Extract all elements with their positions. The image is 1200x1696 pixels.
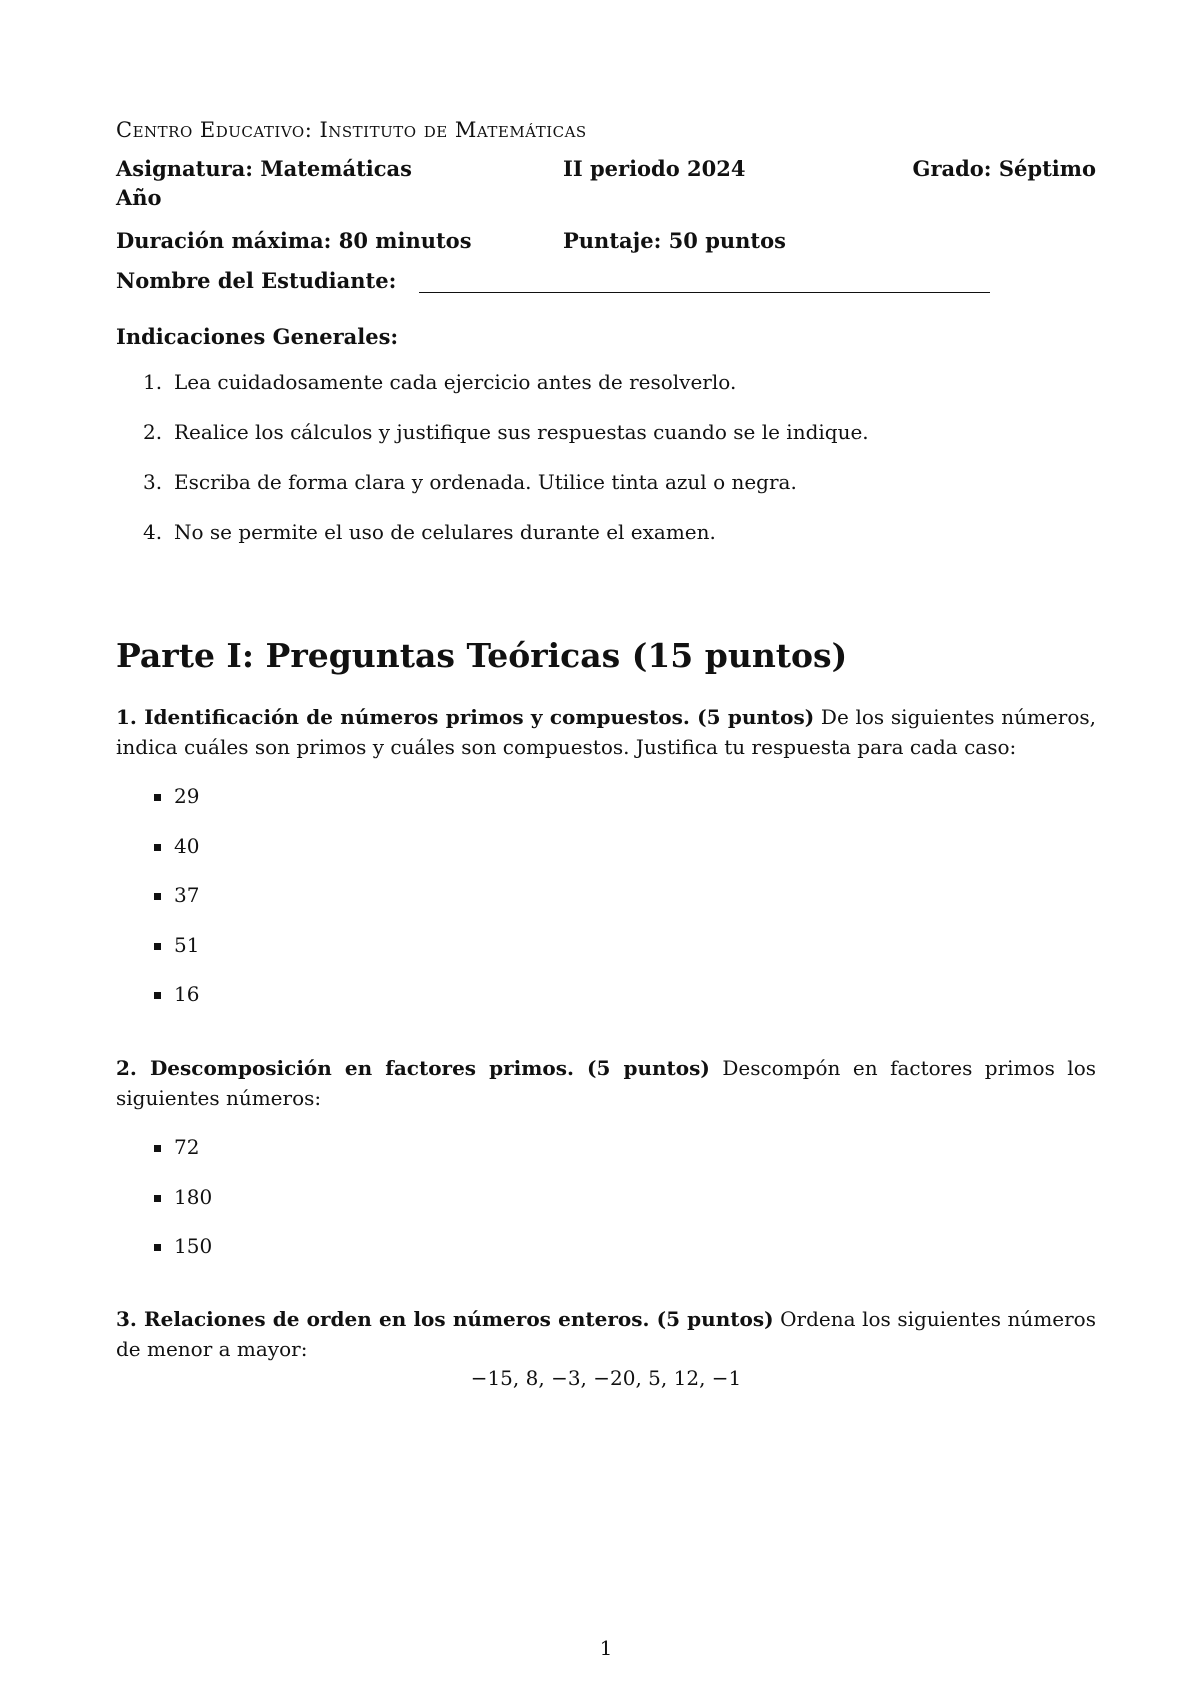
item-value: 150 xyxy=(174,1234,213,1258)
list-item xyxy=(116,1135,516,1185)
instruction-item xyxy=(116,420,1096,470)
instruction-number: 2. xyxy=(143,420,163,444)
instruction-item xyxy=(116,520,1096,570)
item-value: 180 xyxy=(174,1184,213,1209)
bullet-icon xyxy=(154,1244,161,1251)
question-3 xyxy=(116,1304,1096,1364)
bullet-icon xyxy=(154,893,161,900)
year-label: Año xyxy=(116,185,162,210)
bullet-icon xyxy=(154,992,161,999)
part-title: Parte I: Preguntas Teóricas (15 puntos) xyxy=(116,636,848,675)
item-value: 40 xyxy=(174,833,200,858)
number-sequence: −15, 8, −3, −20, 5, 12, −1 xyxy=(470,1366,742,1390)
grade-label: Grado: Séptimo xyxy=(912,156,1096,181)
list-item xyxy=(116,883,516,933)
duration-label: Duración máxima: 80 minutos xyxy=(116,228,472,253)
instruction-item xyxy=(116,370,1096,420)
question-text: De los siguientes números, indica cuáles son primos y cuáles son compuestos. Justifica tu respuesta para cada caso: xyxy=(116,705,1096,759)
instruction-text: No se permite el uso de celulares durante el examen. xyxy=(174,520,716,544)
list-item xyxy=(116,933,516,983)
list-item xyxy=(116,982,516,1032)
item-value: 72 xyxy=(174,1135,200,1159)
exam-page xyxy=(116,0,1096,1696)
item-value: 16 xyxy=(174,982,200,1006)
question-text: Descompón en factores primos los siguientes números: xyxy=(116,1056,1096,1110)
list-item xyxy=(116,784,516,834)
item-value: 51 xyxy=(174,932,200,957)
question-title: 2. Descomposición en factores primos. (5 puntos) xyxy=(116,1056,710,1080)
question-2 xyxy=(116,1053,1096,1113)
student-name-label: Nombre del Estudiante: xyxy=(116,268,397,293)
item-value: 29 xyxy=(174,784,200,808)
page-number: 1 xyxy=(599,1636,613,1660)
question-title: 3. Relaciones de orden en los números enteros. (5 puntos) xyxy=(116,1307,774,1331)
school-name: Centro Educativo: Instituto de Matemáticas xyxy=(116,118,587,142)
list-item xyxy=(116,1234,516,1284)
instruction-item xyxy=(116,470,1096,520)
instruction-text: Realice los cálculos y justifique sus respuestas cuando se le indique. xyxy=(174,420,869,444)
bullet-icon xyxy=(154,794,161,801)
question-1-items xyxy=(116,784,516,1032)
instructions-list xyxy=(116,370,1096,570)
list-item xyxy=(116,1185,516,1235)
question-2-items xyxy=(116,1135,516,1284)
period-label: II periodo 2024 xyxy=(563,156,746,181)
instruction-text: Lea cuidadosamente cada ejercicio antes de resolverlo. xyxy=(174,370,737,394)
instructions-title: Indicaciones Generales: xyxy=(116,324,399,349)
instruction-number: 4. xyxy=(143,520,163,544)
bullet-icon xyxy=(154,844,161,851)
bullet-icon xyxy=(154,1195,161,1202)
question-text: Ordena los siguientes números de menor a mayor: xyxy=(116,1307,1096,1361)
bullet-icon xyxy=(154,1145,161,1152)
list-item xyxy=(116,834,516,884)
bullet-icon xyxy=(154,943,161,950)
instruction-text: Escriba de forma clara y ordenada. Utilice tinta azul o negra. xyxy=(174,470,797,494)
score-label: Puntaje: 50 puntos xyxy=(563,228,786,253)
student-name-field[interactable] xyxy=(419,292,990,293)
instruction-number: 3. xyxy=(143,470,163,494)
question-title: 1. Identificación de números primos y compuestos. (5 puntos) xyxy=(116,705,815,729)
subject-label: Asignatura: Matemáticas xyxy=(116,156,412,181)
instruction-number: 1. xyxy=(143,370,163,394)
question-1 xyxy=(116,702,1096,762)
item-value: 37 xyxy=(174,883,200,907)
